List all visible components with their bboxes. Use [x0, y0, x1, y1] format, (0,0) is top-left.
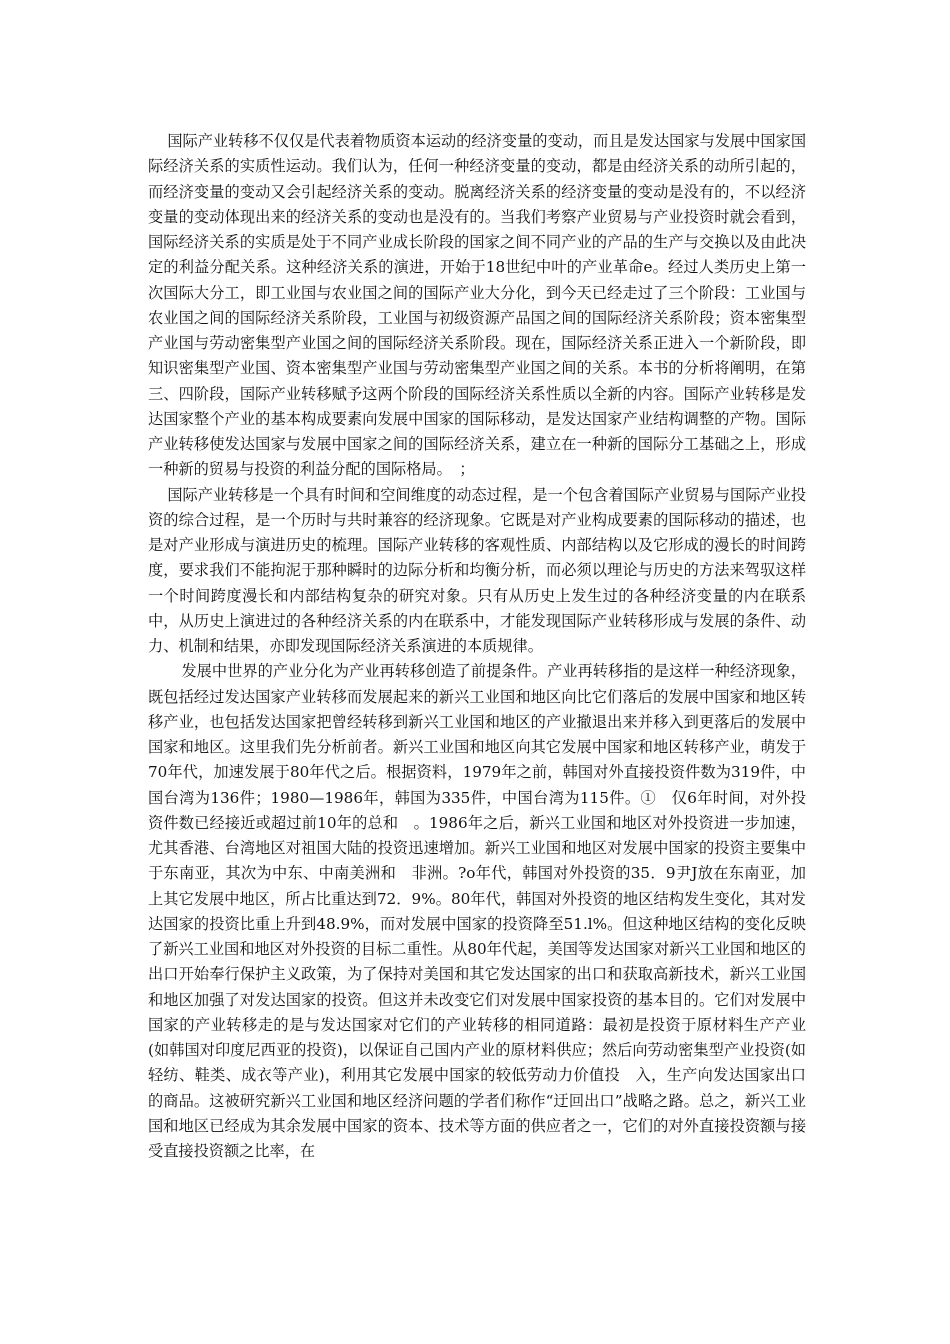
paragraph-industry-retransfer: 发展中世界的产业分化为产业再转移创造了前提条件。产业再转移指的是这样一种经济现象，既包括经过发达国家产业转移而发展起来的新兴工业国和地区向比它们落后的发展中国家和地区转移产业，也包括发达国家把曾经转移到新兴工业国和地区的产业撤退出来并移入到更落后的发展中国家和地区。这里我们先分析前者。新兴工业国和地区向其它发展中国家和地区转移产业，萌发于70年代，加速发展于80年代之后。根据资料，1979年之前，韩国对外直接投资件数为319件，中国台湾为136件；1980—1986年，韩国为335件，中国台湾为115件。① 仅6年时间，对外投资件数已经接近或超过前10年的总和 。1986年之后，新兴工业国和地区对外投资进一步加速，尤其香港、台湾地区对祖国大陆的投资迅速增加。新兴工业国和地区对发展中国家的投资主要集中于东南亚，其次为中东、中南美洲和 非洲。?o年代，韩国对外投资的35．9尹J放在东南亚，加上其它发展中地区，所占比重达到72．9%。80年代，韩国对外投资的地区结构发生变化，其对发达国家的投资比重上升到48.9%，而对发展中国家的投资降至51.l%。但这种地区结构的变化反映了新兴工业国和地区对外投资的目标二重性。从80年代起，美国等发达国家对新兴工业国和地区的出口开始奉行保护主义政策，为了保持对美国和其它发达国家的出口和获取高新技术，新兴工业国和地区加强了对发达国家的投资。但这并未改变它们对发展中国家投资的基本目的。它们对发展中国家的产业转移走的是与发达国家对它们的产业转移的相同道路：最初是投资于原材料生产产业(如韩国对印度尼西亚的投资)，以保证自己国内产业的原材料供应；然后向劳动密集型产业投资(如轻纺、鞋类、成衣等产业)，利用其它发展中国家的较低劳动力价值投 入，生产向发达国家出口的商品。这被研究新兴工业国和地区经济问题的学者们称作“迂回出口”战略之路。总之，新兴工业国和地区已经成为其余发展中国家的资本、技术等方面的供应者之一，它们的对外直接投资额与接受直接投资额之比率，在 [148, 662, 806, 1160]
paragraph-dynamic-process: 国际产业转移是一个具有时间和空间维度的动态过程，是一个包含着国际产业贸易与国际产业投资的综合过程，是一个历时与共时兼容的经济现象。它既是对产业构成要素的国际移动的描述，也是对产业形成与演进历史的梳理。国际产业转移的客观性质、内部结构以及它形成的漫长的时间跨度，要求我们不能拘泥于那种瞬时的边际分析和均衡分析，而必须以理论与历史的方法来驾驭这样一个时间跨度漫长和内部结构复杂的研究对象。只有从历史上发生过的各种经济变量的内在联系中，从历史上演进过的各种经济关系的内在联系中，才能发现国际产业转移形成与发展的条件、动力、机制和结果，亦即发现国际经济关系演进的本质规律。 [148, 485, 806, 655]
paragraph-industry-transfer-economic-relations: 国际产业转移不仅仅是代表着物质资本运动的经济变量的变动，而且是发达国家与发展中国家国际经济关系的实质性运动。我们认为，任何一种经济变量的变动，都是由经济关系的动所引起的，而经济变量的变动又会引起经济关系的变动。脱离经济关系的经济变量的变动是没有的，不以经济变量的变动体现出来的经济关系的变动也是没有的。当我们考察产业贸易与产业投资时就会看到，国际经济关系的实质是处于不同产业成长阶段的国家之间不同产业的产品的生产与交换以及由此决定的利益分配关系。这种经济关系的演进，开始于18世纪中叶的产业革命e。经过人类历史上第一次国际大分工，即工业国与农业国之间的国际产业大分化，到今天已经走过了三个阶段：工业国与农业国之间的国际经济关系阶段，工业国与初级资源产品国之间的国际经济关系阶段；资本密集型产业国与劳动密集型产业国之间的国际经济关系阶段。现在，国际经济关系正进入一个新阶段，即知识密集型产业国、资本密集型产业国与劳动密集型产业国之间的关系。本书的分析将阐明，在第三、四阶段，国际产业转移赋予这两个阶段的国际经济关系性质以全新的内容。国际产业转移是发达国家整个产业的基本构成要素向发展中国家的国际移动，是发达国家产业结构调整的产物。国际产业转移使发达国家与发展中国家之间的国际经济关系，建立在一种新的国际分工基础之上，形成一种新的贸易与投资的利益分配的国际格局。 ； [148, 132, 806, 479]
document-page [148, 129, 806, 1164]
